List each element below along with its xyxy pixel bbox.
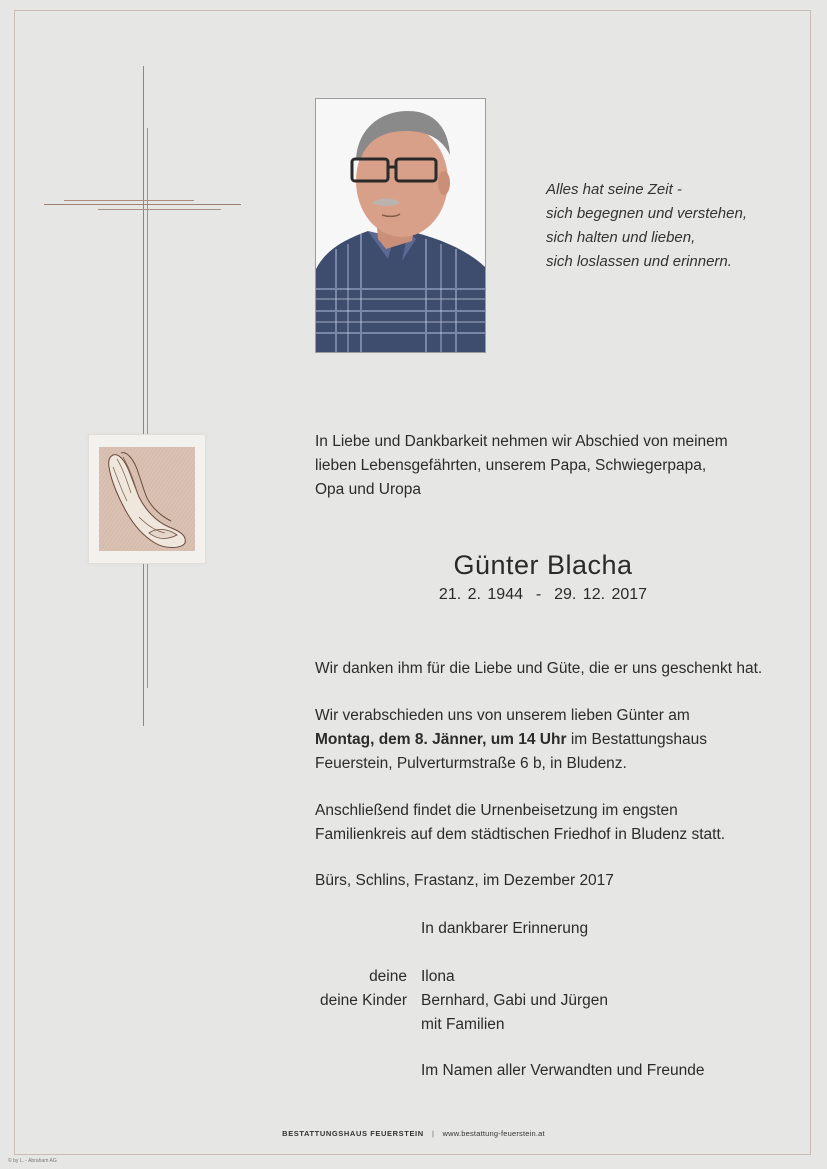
ceremony-date: Montag, dem 8. Jänner, um 14 Uhr <box>315 731 567 748</box>
copyright-credit: © by L. - Abraham AG <box>8 1158 57 1164</box>
urn-line: Familienkreis auf dem städtischen Friedhof in Bludenz statt. <box>315 826 726 843</box>
ceremony-location: im Bestattungshaus <box>566 731 707 748</box>
signer-role: deine Kinder <box>319 992 407 1009</box>
intro-text <box>315 430 728 502</box>
quote-line: sich halten und lieben, <box>546 229 696 246</box>
farewell-line <box>315 728 707 752</box>
signer-name: Bernhard, Gabi und Jürgen <box>421 992 608 1009</box>
company-name: BESTATTUNGSHAUS FEUERSTEIN <box>282 1129 424 1138</box>
urn-burial-text <box>315 799 725 847</box>
signer-name: mit Familien <box>421 1016 505 1033</box>
signer-name: Ilona <box>421 968 455 985</box>
intro-line: lieben Lebensgefährten, unserem Papa, Schwiegerpapa, <box>315 457 707 474</box>
website-link[interactable]: www.bestattung-feuerstein.at <box>442 1129 545 1138</box>
intro-line: Opa und Uropa <box>315 481 421 498</box>
relatives-text: Im Namen aller Verwandten und Freunde <box>421 1062 705 1079</box>
farewell-line: Wir verabschieden uns von unserem lieben Günter am <box>315 707 690 724</box>
intro-line: In Liebe und Dankbarkeit nehmen wir Abschied von meinem <box>315 433 728 450</box>
life-dates: 21. 2. 1944 - 29. 12. 2017 <box>438 586 648 603</box>
footer-separator: | <box>432 1129 435 1138</box>
deceased-name: Günter Blacha <box>453 550 633 580</box>
praying-hands-image <box>88 434 206 564</box>
memory-text: In dankbarer Erinnerung <box>421 920 589 937</box>
signer-role: deine <box>369 968 407 985</box>
quote-line: Alles hat seine Zeit - <box>546 181 682 198</box>
praying-hands-icon <box>99 447 195 551</box>
place-date: Bürs, Schlins, Frastanz, im Dezember 2017 <box>315 872 614 889</box>
quote-line: sich loslassen und erinnern. <box>546 253 732 270</box>
thanks-text: Wir danken ihm für die Liebe und Güte, die er uns geschenkt hat. <box>315 660 763 677</box>
farewell-text <box>315 704 707 776</box>
portrait-icon <box>316 99 485 352</box>
farewell-line: Feuerstein, Pulverturmstraße 6 b, in Bludenz. <box>315 755 627 772</box>
footer <box>0 1129 827 1138</box>
quote-line: sich begegnen und verstehen, <box>546 205 747 222</box>
portrait-photo <box>315 98 486 353</box>
urn-line: Anschließend findet die Urnenbeisetzung im engsten <box>315 802 678 819</box>
quote <box>546 178 786 274</box>
